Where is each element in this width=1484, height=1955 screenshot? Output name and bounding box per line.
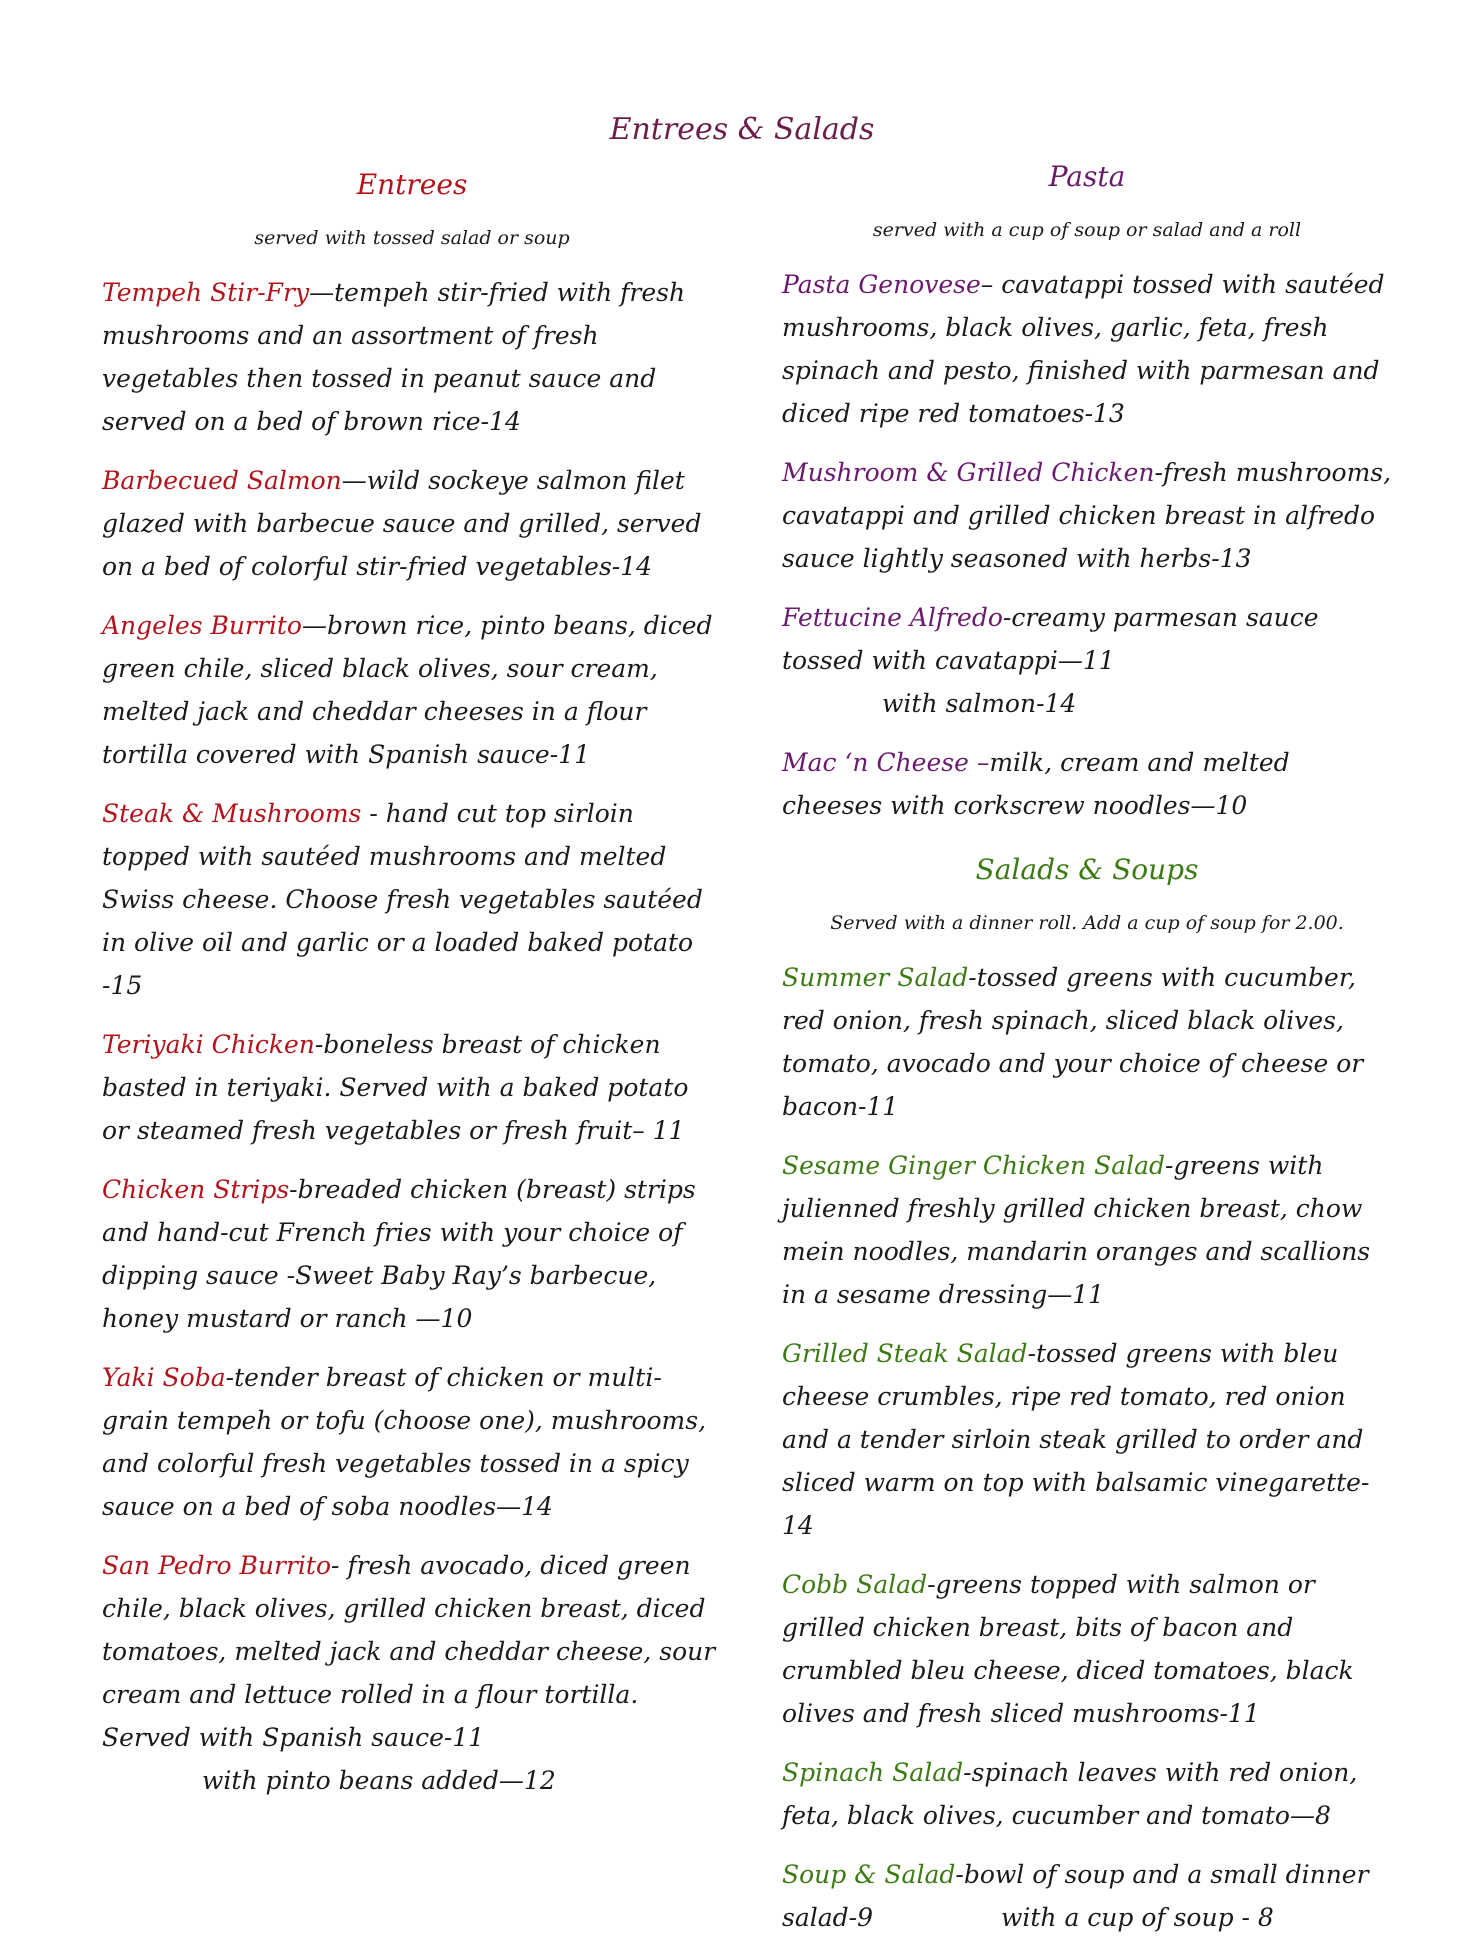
item-name: Tempeh Stir-Fry [102,278,310,307]
item-name: Mushroom & Grilled Chicken [782,458,1155,487]
item-desc: -greens topped with salmon or grilled chicken breast, bits of bacon and crumbled bleu cheese, diced tomatoes, black olives and fresh sliced mushrooms-11 [782,1570,1354,1728]
item-name: Grilled Steak Salad [782,1339,1028,1368]
item-name: Mac ‘n Cheese – [782,748,990,777]
pasta-section [782,160,1392,1955]
menu-item-fettucine-alfredo [782,596,1392,725]
item-name: San Pedro Burrito [102,1551,331,1580]
salads-note: Served with a dinner roll. Add a cup of soup for 2.00. [830,912,1344,934]
page-title: Entrees & Salads [609,112,875,147]
menu-item-chicken-strips [102,1168,722,1340]
item-name: Yaki Soba [102,1363,226,1392]
item-name: Sesame Ginger Chicken Salad [782,1151,1166,1180]
item-desc: -breaded chicken (breast) strips and hand-cut French fries with your choice of dipping sauce -Sweet Baby Ray’s barbecue, honey mustard or ranch —10 [102,1175,696,1333]
item-desc: -boneless breast of chicken basted in teriyaki. Served with a baked potato or steamed fresh vegetables or fresh fruit– 11 [102,1030,689,1145]
pasta-heading: Pasta [1048,160,1126,193]
item-name: Angeles Burrito [102,611,302,640]
item-desc: - hand cut top sirloin topped with sautéed mushrooms and melted Swiss cheese. Choose fresh vegetables sautéed in olive oil and garlic or a loaded baked potato -15 [102,799,703,1000]
item-desc: – cavatappi tossed with sautéed mushrooms, black olives, garlic, feta, fresh spinach and pesto, finished with parmesan and diced ripe red tomatoes-13 [782,270,1385,428]
menu-item-mushroom-grilled-chicken [782,451,1392,580]
menu-item-san-pedro-burrito [102,1544,722,1802]
item-desc: -spinach leaves with red onion, feta, black olives, cucumber and tomato—8 [782,1758,1358,1830]
item-name: Fettucine Alfredo [782,603,1003,632]
item-name: Spinach Salad [782,1758,964,1787]
menu-item-mac-n-cheese [782,741,1392,827]
item-desc: —brown rice, pinto beans, diced green chile, sliced black olives, sour cream, melted jack and cheddar cheeses in a flour tortilla covered with Spanish sauce-11 [102,611,713,769]
item-extra: with a cup of soup - 8 [1000,1903,1274,1932]
item-desc: - fresh avocado, diced green chile, black olives, grilled chicken breast, diced tomatoes, melted jack and cheddar cheese, sour cream and lettuce rolled in a flour tortilla. Served with Spanish sauce-11 [102,1551,716,1752]
menu-item-cobb-salad [782,1563,1392,1735]
menu-item-sesame-ginger-chicken-salad [782,1144,1392,1316]
item-extra: with pinto beans added—12 [202,1766,556,1795]
item-name: Cobb Salad [782,1570,928,1599]
item-desc: —wild sockeye salmon filet glazed with barbecue sauce and grilled, served on a bed of colorful stir-fried vegetables-14 [102,466,702,581]
item-name: Soup & Salad [782,1860,956,1889]
pasta-note: served with a cup of soup or salad and a roll [872,219,1302,241]
item-name: Teriyaki Chicken [102,1030,315,1059]
item-name: Pasta Genovese [782,270,981,299]
item-name: Barbecued Salmon [102,466,342,495]
entrees-section [102,168,722,1818]
menu-item-spinach-salad [782,1751,1392,1837]
menu-item-yaki-soba [102,1356,722,1528]
item-desc: -tender breast of chicken or multi-grain tempeh or tofu (choose one), mushrooms, and colorful fresh vegetables tossed in a spicy sauce on a bed of soba noodles—14 [102,1363,707,1521]
item-extra: with salmon-14 [882,689,1077,718]
item-name: Steak & Mushrooms [102,799,362,828]
menu-item-summer-salad [782,956,1392,1128]
item-desc: —tempeh stir-fried with fresh mushrooms and an assortment of fresh vegetables then tossed in peanut sauce and served on a bed of brown rice-14 [102,278,686,436]
menu-item-steak-mushrooms [102,792,722,1007]
item-desc: -creamy parmesan sauce tossed with cavatappi—11 [782,603,1319,675]
item-desc: -bowl of soup and a small dinner salad-9 [782,1860,1369,1932]
entrees-note: served with tossed salad or soup [254,227,570,249]
item-desc: -greens with julienned freshly grilled chicken breast, chow mein noodles, mandarin oranges and scallions in a sesame dressing—11 [782,1151,1371,1309]
menu-item-pasta-genovese [782,263,1392,435]
item-desc: -tossed greens with bleu cheese crumbles, ripe red tomato, red onion and a tender sirloin steak grilled to order and sliced warm on top with balsamic vinegarette-14 [782,1339,1370,1540]
salads-heading: Salads & Soups [975,853,1199,886]
menu-item-angeles-burrito [102,604,722,776]
menu-item-teriyaki-chicken [102,1023,722,1152]
menu-item-tempeh-stir-fry [102,271,722,443]
item-desc: milk, cream and melted cheeses with corkscrew noodles—10 [782,748,1290,820]
item-desc: -tossed greens with cucumber, red onion, fresh spinach, sliced black olives, tomato, avocado and your choice of cheese or bacon-11 [782,963,1364,1121]
item-name: Chicken Strips [102,1175,290,1204]
item-name: Summer Salad [782,963,969,992]
item-desc: -fresh mushrooms, cavatappi and grilled chicken breast in alfredo sauce lightly seasoned with herbs-13 [782,458,1392,573]
menu-item-barbecued-salmon [102,459,722,588]
menu-item-soup-salad [782,1853,1392,1939]
menu-item-grilled-steak-salad [782,1332,1392,1547]
entrees-heading: Entrees [356,168,468,201]
